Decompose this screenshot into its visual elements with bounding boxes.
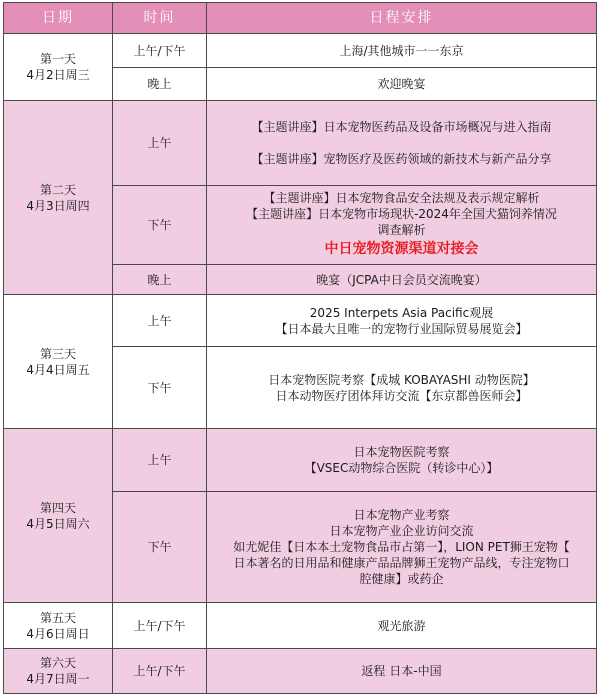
- time-cell: 晚上: [113, 265, 207, 295]
- table-row: [4, 649, 597, 694]
- agenda-cell: [207, 347, 597, 429]
- agenda-line: 返程 日本-中国: [361, 664, 442, 678]
- day-date: 4月7日周一: [26, 672, 90, 686]
- time-cell: 上午/下午: [113, 649, 207, 694]
- day-cell: [4, 603, 113, 649]
- day-label: 第五天: [39, 610, 76, 625]
- day-label: 第四天: [39, 500, 76, 515]
- agenda-line: 2025 Interpets Asia Pacific观展: [309, 305, 494, 320]
- agenda-line: 【VSEC动物综合医院（转诊中心）】: [304, 461, 499, 475]
- agenda-line: 调查解析: [377, 223, 426, 237]
- table-row: [4, 295, 597, 347]
- agenda-line: 日本宠物产业企业访问交流: [329, 524, 474, 538]
- day-date: 4月4日周五: [26, 362, 90, 377]
- time-cell: 晚上: [113, 68, 207, 101]
- agenda-line: 【日本最大且唯一的宠物行业国际贸易展览会】: [275, 321, 528, 336]
- time-cell: 上午: [113, 429, 207, 492]
- day-date: 4月5日周六: [26, 516, 90, 531]
- table-row: [4, 603, 597, 649]
- agenda-line: 【主题讲座】宠物医疗及医药领域的新技术与新产品分享: [251, 152, 552, 166]
- day-cell: [4, 429, 113, 603]
- schedule-table: [3, 2, 597, 694]
- day-date: 4月3日周四: [26, 198, 90, 213]
- time-cell: 上午/下午: [113, 34, 207, 68]
- time-cell: 下午: [113, 186, 207, 265]
- day-label: 第三天: [39, 346, 76, 361]
- table-row: [4, 101, 597, 186]
- time-cell: 上午/下午: [113, 603, 207, 649]
- agenda-cell: [207, 34, 597, 68]
- agenda-line: 日本著名的日用品和健康产品品牌狮王宠物产品线，专注宠物口: [233, 556, 570, 570]
- agenda-line: 日本宠物医院考察【成城 KOBAYASHI 动物医院】: [268, 372, 535, 387]
- agenda-cell: [207, 492, 597, 603]
- agenda-line: 日本宠物产业考察: [353, 508, 450, 522]
- agenda-line: 日本宠物医院考察: [353, 445, 450, 459]
- header-time: 时间: [113, 3, 207, 34]
- day-date: 4月2日周三: [26, 68, 90, 82]
- agenda-line: 日本动物医疗团体拜访交流【东京都兽医师会】: [275, 388, 528, 403]
- agenda-line: 【主题讲座】日本宠物食品安全法规及表示规定解析: [263, 191, 540, 205]
- agenda-line: 观光旅游: [377, 618, 426, 633]
- agenda-line: 如尤妮佳【日本本土宠物食品市占第一】，LION PET狮王宠物【: [233, 540, 570, 554]
- agenda-line: 腔健康】或药企: [359, 572, 444, 586]
- day-date: 4月6日周日: [26, 626, 90, 641]
- agenda-cell: [207, 101, 597, 186]
- time-cell: 上午: [113, 295, 207, 347]
- day-cell: [4, 34, 113, 101]
- header-row: [4, 3, 597, 34]
- time-cell: 下午: [113, 347, 207, 429]
- agenda-cell: [207, 68, 597, 101]
- header-agenda: 日程安排: [207, 3, 597, 34]
- day-label: 第二天: [39, 182, 76, 197]
- table-row: [4, 429, 597, 492]
- agenda-line: 上海/其他城市一一东京: [339, 43, 464, 58]
- agenda-line: 【主题讲座】日本宠物市场现状-2024年全国犬猫饲养情况: [246, 207, 557, 221]
- day-label: 第一天: [39, 52, 76, 66]
- agenda-cell: [207, 295, 597, 347]
- table-row: [4, 34, 597, 68]
- day-cell: [4, 295, 113, 429]
- agenda-line: 晚宴（JCPA中日会员交流晚宴）: [316, 272, 487, 287]
- time-cell: 下午: [113, 492, 207, 603]
- day-label: 第六天: [39, 656, 76, 670]
- header-date: 日期: [4, 3, 113, 34]
- day-cell: [4, 649, 113, 694]
- time-cell: 上午: [113, 101, 207, 186]
- agenda-cell: [207, 429, 597, 492]
- agenda-line: 【主题讲座】日本宠物医药品及设备市场概况与进入指南: [251, 120, 552, 134]
- highlight-event: 中日宠物资源渠道对接会: [324, 241, 479, 257]
- agenda-cell: [207, 649, 597, 694]
- agenda-cell: [207, 603, 597, 649]
- agenda-cell: [207, 186, 597, 265]
- day-cell: [4, 101, 113, 295]
- agenda-cell: [207, 265, 597, 295]
- agenda-line: 欢迎晚宴: [377, 77, 426, 91]
- line-gap: [210, 135, 593, 151]
